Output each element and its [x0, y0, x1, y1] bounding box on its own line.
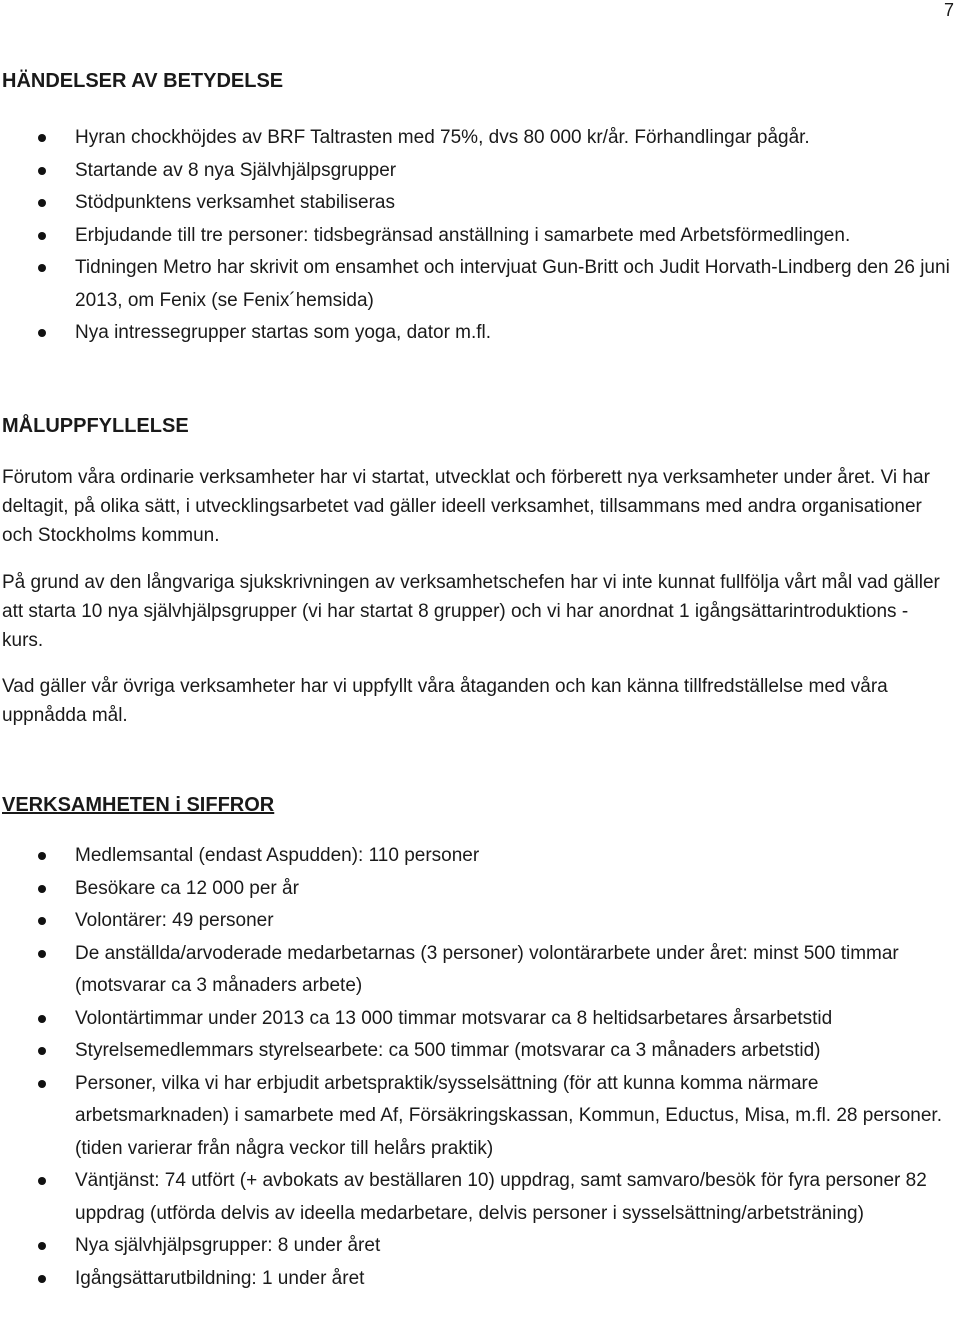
list-item: Besökare ca 12 000 per år	[0, 873, 955, 906]
list-item: Stödpunktens verksamhet stabiliseras	[0, 187, 955, 220]
figures-list	[0, 840, 955, 1295]
list-item: Volontärer: 49 personer	[0, 905, 955, 938]
paragraph: På grund av den långvariga sjukskrivningen av verksamhetschefen har vi inte kunnat fullfölja vårt mål vad gäller att starta 10 nya självhjälpsgrupper (vi har startat 8 grupper) och vi har anordnat 1 igångsättarintroduktions - kurs.	[2, 572, 940, 651]
section-heading-events: HÄNDELSER AV BETYDELSE	[2, 70, 284, 92]
list-item: Hyran chockhöjdes av BRF Taltrasten med 75%, dvs 80 000 kr/år. Förhandlingar pågår.	[0, 122, 955, 155]
list-item: De anställda/arvoderade medarbetarnas (3 personer) volontärarbete under året: minst 500 timmar (motsvarar ca 3 månaders arbete)	[0, 938, 955, 1003]
list-item: Volontärtimmar under 2013 ca 13 000 timmar motsvarar ca 8 heltidsarbetares årsarbetstid	[0, 1003, 955, 1036]
list-item: Tidningen Metro har skrivit om ensamhet och intervjuat Gun-Britt och Judit Horvath-Lindberg den 26 juni 2013, om Fenix (se Fenix´hemsida)	[0, 252, 955, 317]
section-heading-goals: MÅLUPPFYLLELSE	[2, 415, 189, 437]
list-item: Startande av 8 nya Självhjälpsgrupper	[0, 155, 955, 188]
page-number: 7	[943, 0, 954, 20]
paragraph: Förutom våra ordinarie verksamheter har vi startat, utvecklat och förberett nya verksamheter under året. Vi har deltagit, på olika sätt, i utvecklingsarbetet vad gäller ideell verksamhet, tillsammans med andra organisationer och Stockholms kommun.	[2, 467, 930, 546]
list-item: Igångsättarutbildning: 1 under året	[0, 1263, 955, 1296]
list-item: Nya intressegrupper startas som yoga, dator m.fl.	[0, 317, 955, 350]
section-heading-figures: VERKSAMHETEN i SIFFROR	[2, 794, 275, 816]
list-item: Personer, vilka vi har erbjudit arbetspraktik/sysselsättning (för att kunna komma närmare arbetsmarknaden) i samarbete med Af, Försäkringskassan, Kommun, Eductus, Misa, m.fl. 28 personer. (tiden varierar från några veckor till helårs praktik)	[0, 1068, 955, 1166]
list-item: Medlemsantal (endast Aspudden): 110 personer	[0, 840, 955, 873]
list-item: Väntjänst: 74 utfört (+ avbokats av beställaren 10) uppdrag, samt samvaro/besök för fyra personer 82 uppdrag (utförda delvis av ideella medarbetare, delvis personer i sysselsättning/arbetsträning)	[0, 1165, 955, 1230]
list-item: Nya självhjälpsgrupper: 8 under året	[0, 1230, 955, 1263]
events-list	[0, 122, 955, 350]
paragraph: Vad gäller vår övriga verksamheter har vi uppfyllt våra åtaganden och kan känna tillfredställelse med våra uppnådda mål.	[2, 676, 888, 726]
list-item: Erbjudande till tre personer: tidsbegränsad anställning i samarbete med Arbetsförmedlingen.	[0, 220, 955, 253]
list-item: Styrelsemedlemmars styrelsearbete: ca 500 timmar (motsvarar ca 3 månaders arbetstid)	[0, 1035, 955, 1068]
